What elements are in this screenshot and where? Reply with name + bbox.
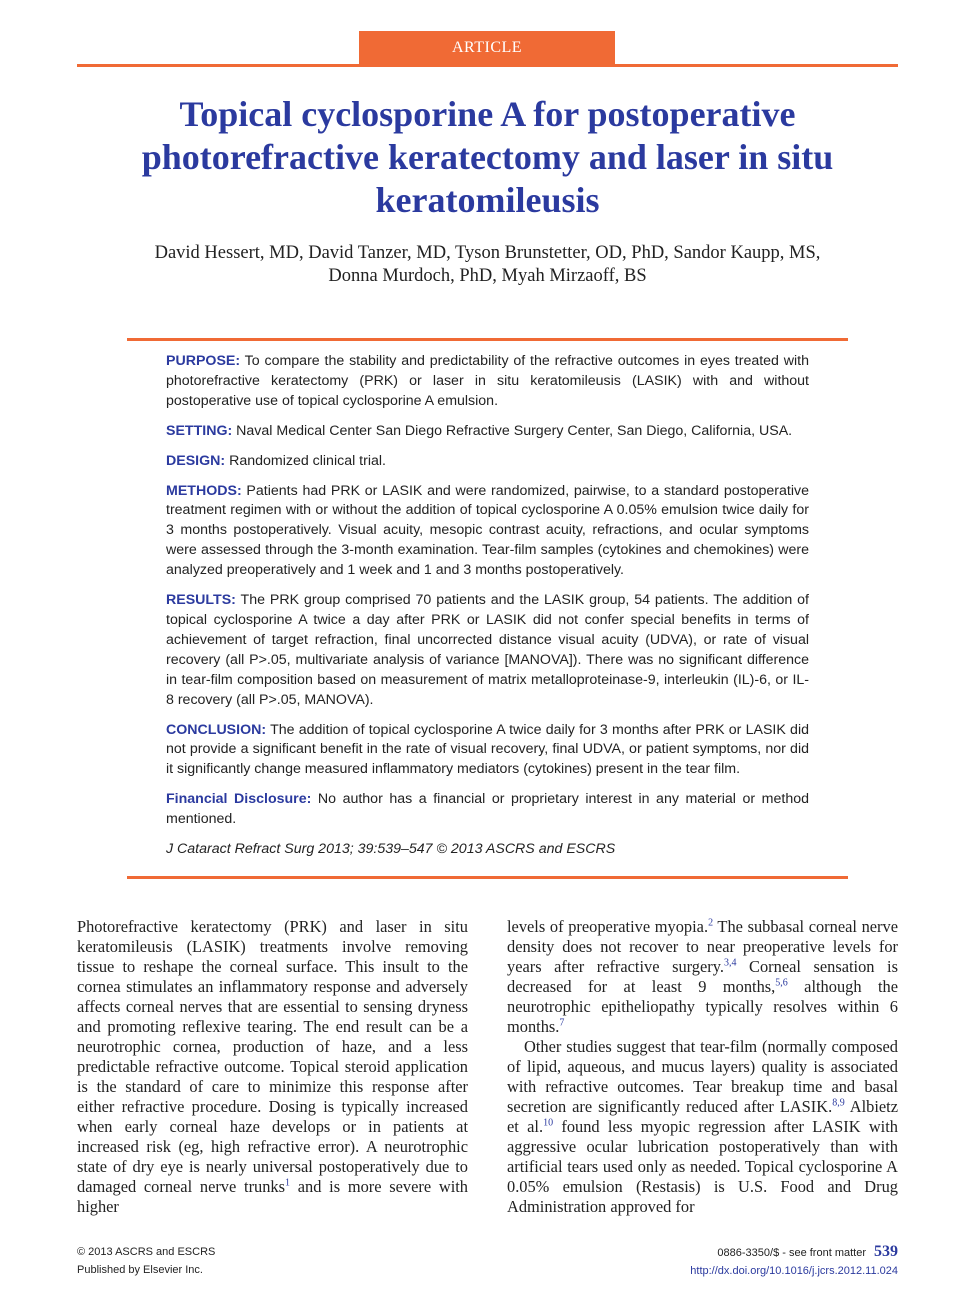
article-title: Topical cyclosporine A for postoperative photorefractive keratectomy and laser in situ keratomileusis bbox=[141, 94, 834, 220]
reference-link[interactable]: 1 bbox=[285, 1177, 290, 1189]
author-list bbox=[77, 242, 898, 288]
methods-text: Patients had PRK or LASIK and were randomized, pairwise, to a standard postoperative treatment regimen with or without the addition of topical cyclosporine A 0.05% emulsion twice daily for 3 months postoperatively. Visual acuity, mesopic contrast acuity, refractions, and ocular symptoms were assessed through the 3-month examination. Tear-film samples (cytokines and chemokines) were analyzed preoperatively and 1 week and 1 and 3 months postoperatively. bbox=[166, 482, 809, 579]
setting-label: SETTING: bbox=[166, 422, 233, 439]
doi-link[interactable]: http://dx.doi.org/10.1016/j.jcrs.2012.11.024 bbox=[690, 1265, 898, 1277]
body-column-left bbox=[77, 917, 468, 1217]
body-text: levels of preoperative myopia. bbox=[507, 917, 709, 936]
authors-line-2: Donna Murdoch, PhD, Myah Mirzaoff, BS bbox=[328, 266, 647, 286]
purpose-label: PURPOSE: bbox=[166, 353, 241, 369]
reference-link[interactable]: 3,4 bbox=[723, 957, 737, 969]
body-text: Corneal sensation is decreased for at least 9 months, bbox=[507, 957, 898, 996]
setting-text: Naval Medical Center San Diego Refractive Surgery Center, San Diego, California, USA. bbox=[232, 422, 793, 439]
abstract-purpose bbox=[166, 352, 809, 412]
results-label: RESULTS: bbox=[166, 592, 236, 609]
conclusion-label: CONCLUSION: bbox=[166, 721, 267, 738]
purpose-text: To compare the stability and predictability of the refractive outcomes in eyes treated with photorefractive keratectomy (PRK) or laser in situ keratomileusis (LASIK) with and without postoperative use of topical cyclosporine A emulsion. bbox=[166, 353, 809, 409]
body-text: Photorefractive keratectomy (PRK) and laser in situ keratomileusis (LASIK) treatments involve removing tissue to reshape the corneal surface. This insult to the cornea stimulates an inflammatory response and adversely affects corneal nerves that are essential to sensing dryness and promoting reflexive tearing. The end result can be a neurotrophic cornea, production of haze, and a less predictable refractive outcome. Topical steroid application is the standard of care to minimize this response after either refractive procedure. Dosing is typically increased when early corneal haze develops or in patients at increased risk (eg, high refractive error). A neurotrophic state of dry eye is nearly universal postoperatively due to damaged corneal nerve trunks bbox=[77, 917, 468, 1196]
methods-label: METHODS: bbox=[166, 482, 242, 499]
body-text: Other studies suggest that tear-film (normally composed of lipid, aqueous, and mucus layers) quality is associated with refractive outcomes. Tear breakup time and basal secretion are significantly reduced after LASIK. bbox=[507, 1037, 898, 1116]
reference-link[interactable]: 8,9 bbox=[832, 1097, 845, 1109]
disclosure-label: Financial Disclosure: bbox=[166, 791, 312, 808]
abstract-conclusion bbox=[166, 721, 809, 781]
page-number: 539 bbox=[874, 1243, 898, 1260]
body-text: and is more severe with higher bbox=[77, 1177, 468, 1216]
body-column-right bbox=[507, 917, 898, 1217]
abstract-setting bbox=[166, 422, 809, 442]
abstract-disclosure bbox=[166, 790, 809, 830]
abstract-bottom-divider bbox=[127, 876, 848, 879]
footer-publisher: Published by Elsevier Inc. bbox=[77, 1264, 203, 1276]
footer-issn: 0886-3350/$ - see front matter bbox=[717, 1247, 866, 1259]
body-paragraph bbox=[77, 917, 468, 1217]
disclosure-text: No author has a financial or proprietary interest in any material or method mentioned. bbox=[166, 791, 809, 828]
body-paragraph bbox=[507, 1037, 898, 1217]
body-text: found less myopic regression after LASIK with aggressive ocular lubrication postoperatively than with artificial tears used only as needed. Topical cyclosporine A 0.05% emulsion (Restasis) is U.S. Food and Drug Administration approved for bbox=[507, 1117, 898, 1216]
abstract-design bbox=[166, 452, 809, 472]
footer-copyright: © 2013 ASCRS and ESCRS bbox=[77, 1246, 216, 1258]
article-section-tag: ARTICLE bbox=[359, 31, 615, 65]
abstract-top-divider bbox=[127, 338, 848, 341]
body-text: Albietz et al. bbox=[507, 1097, 899, 1136]
conclusion-text: The addition of topical cyclosporine A twice daily for 3 months after PRK or LASIK did not provide a significant benefit in the rate of visual recovery, final UDVA, or patient symptoms, nor did it significantly change measured inflammatory mediators (cytokines) present in the tear film. bbox=[166, 721, 809, 778]
abstract bbox=[166, 352, 809, 870]
authors-line-1: David Hessert, MD, David Tanzer, MD, Tyson Brunstetter, OD, PhD, Sandor Kaupp, MS, bbox=[154, 243, 821, 263]
footer-left bbox=[77, 1243, 215, 1279]
reference-link[interactable]: 5,6 bbox=[775, 977, 788, 989]
body-text: although the neurotrophic epitheliopathy typically resolves within 6 months. bbox=[507, 977, 898, 1036]
footer-right bbox=[690, 1243, 898, 1280]
reference-link[interactable]: 2 bbox=[708, 917, 714, 929]
body-text: The subbasal corneal nerve density does not recover to near preoperative levels for years after refractive surgery. bbox=[507, 917, 898, 976]
header-divider bbox=[77, 64, 898, 67]
abstract-methods bbox=[166, 482, 809, 582]
results-text: The PRK group comprised 70 patients and the LASIK group, 54 patients. The addition of topical cyclosporine A twice a day after PRK or LASIK did not confer special benefits in terms of achievement of target refraction, final uncorrected distance visual acuity (UDVA), or rate of visual recovery (all P>.05, multivariate analysis of variance [MANOVA]). There was no significant difference in tear-film composition based on measurement of matrix metalloproteinase-9, interleukin (IL)-6, or IL-8 recovery (all P>.05, MANOVA). bbox=[166, 592, 809, 708]
journal-citation: J Cataract Refract Surg 2013; 39:539–547 © 2013 ASCRS and ESCRS bbox=[166, 841, 616, 858]
footer-issn-line bbox=[690, 1243, 898, 1262]
abstract-results bbox=[166, 591, 809, 710]
reference-link[interactable]: 10 bbox=[543, 1117, 554, 1129]
reference-link[interactable]: 7 bbox=[559, 1017, 565, 1029]
design-label: DESIGN: bbox=[166, 452, 226, 469]
body-paragraph bbox=[507, 917, 898, 1037]
design-text: Randomized clinical trial. bbox=[225, 452, 386, 469]
